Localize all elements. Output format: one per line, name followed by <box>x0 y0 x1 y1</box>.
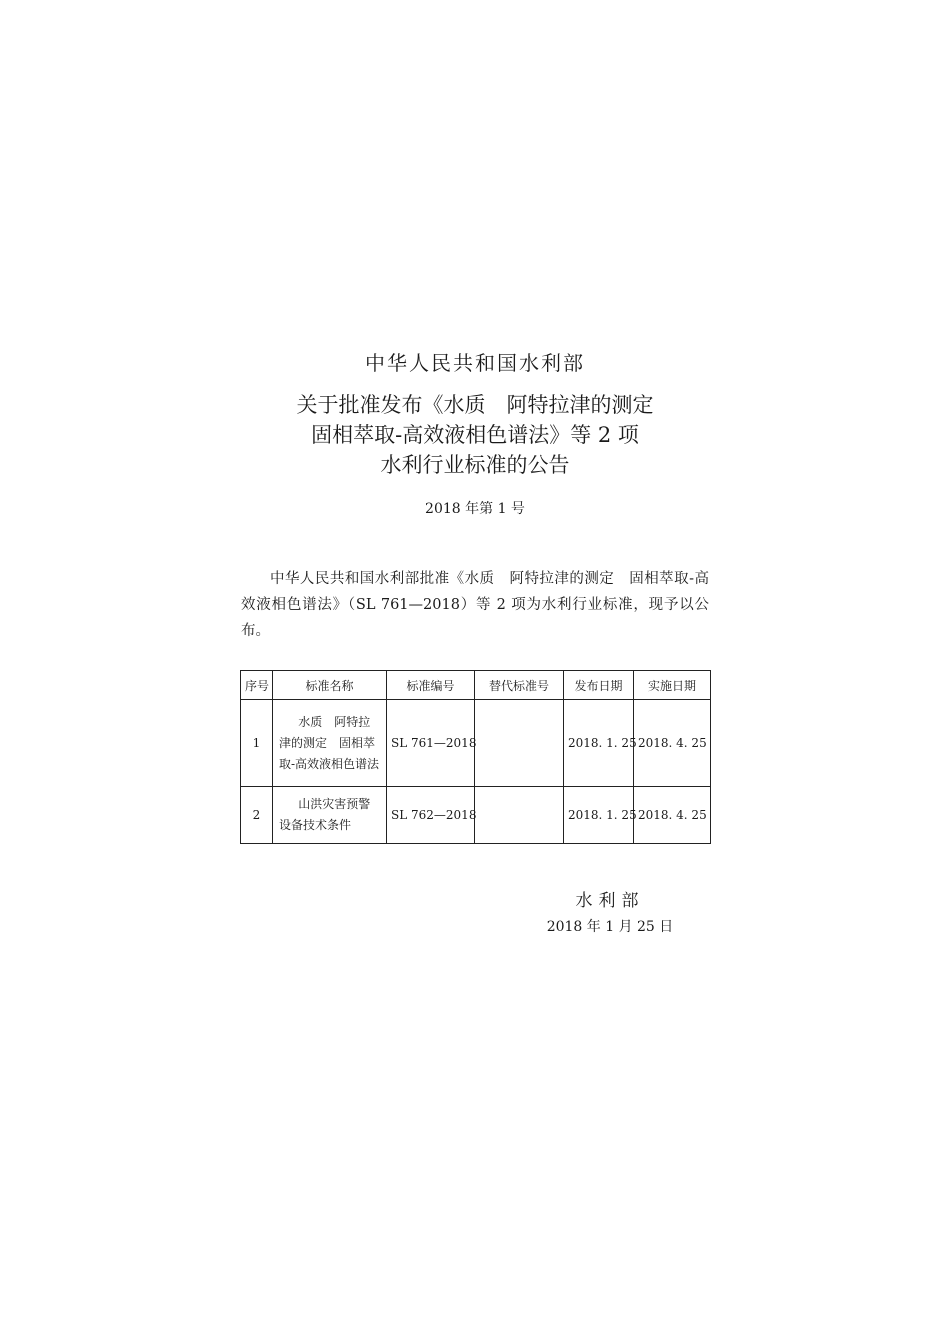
title-line-1: 关于批准发布《水质 阿特拉津的测定 <box>296 393 654 417</box>
signature-date: 2018 年 1 月 25 日 <box>546 919 674 935</box>
row-no: 2 <box>241 787 273 844</box>
announcement-title <box>0 390 950 480</box>
header-name: 标准名称 <box>273 671 387 700</box>
row-replaces <box>475 700 564 787</box>
row-name <box>273 700 387 787</box>
header-effective-date: 实施日期 <box>634 671 711 700</box>
title-line-3: 水利行业标准的公告 <box>380 453 570 477</box>
row-name-text: 山洪灾害预警设备技术条件 <box>279 797 371 832</box>
announcement-body: 中华人民共和国水利部批准《水质 阿特拉津的测定 固相萃取-高效液相色谱法》（SL 761—2018）等 2 项为水利行业标准，现予以公布。 <box>241 571 709 639</box>
row-name-text: 水质 阿特拉津的测定 固相萃取-高效液相色谱法 <box>279 714 380 771</box>
table-row <box>241 787 711 844</box>
header-replaces: 替代标准号 <box>475 671 564 700</box>
row-code: SL 761—2018 <box>387 700 475 787</box>
row-code: SL 762—2018 <box>387 787 475 844</box>
signature-org: 水利部 <box>575 891 645 911</box>
row-no: 1 <box>241 700 273 787</box>
issuer-heading: 中华人民共和国水利部 <box>365 351 585 375</box>
table-header-row <box>241 671 711 700</box>
header-issue-date: 发布日期 <box>564 671 634 700</box>
table-row <box>241 700 711 787</box>
announcement-number: 2018 年第 1 号 <box>425 501 525 517</box>
row-effective-date: 2018. 4. 25 <box>634 787 711 844</box>
row-issue-date: 2018. 1. 25 <box>564 787 634 844</box>
header-no: 序号 <box>241 671 273 700</box>
row-issue-date: 2018. 1. 25 <box>564 700 634 787</box>
row-name <box>273 787 387 844</box>
row-replaces <box>475 787 564 844</box>
row-effective-date: 2018. 4. 25 <box>634 700 711 787</box>
title-line-2: 固相萃取-高效液相色谱法》等 2 项 <box>311 423 639 447</box>
header-code: 标准编号 <box>387 671 475 700</box>
standards-table <box>240 670 711 844</box>
